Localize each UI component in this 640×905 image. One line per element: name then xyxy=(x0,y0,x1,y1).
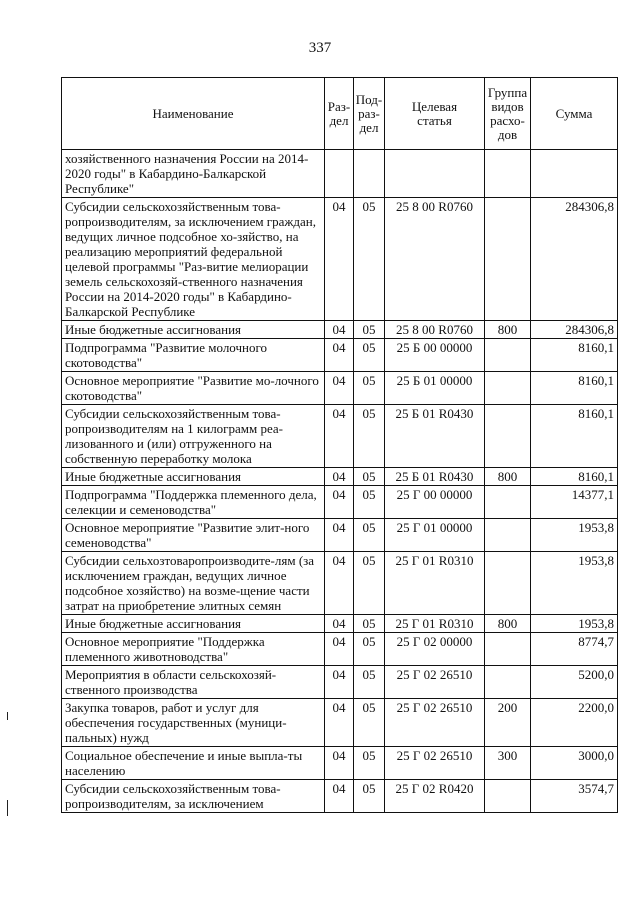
table-row xyxy=(62,666,618,699)
cell-group: 800 xyxy=(485,468,531,486)
cell-podrazdel: 05 xyxy=(354,780,385,813)
table-row xyxy=(62,321,618,339)
cell-podrazdel: 05 xyxy=(354,666,385,699)
table-row xyxy=(62,615,618,633)
cell-article: 25 Г 02 26510 xyxy=(385,747,485,780)
cell-article: 25 8 00 R0760 xyxy=(385,198,485,321)
cell-razdel xyxy=(325,150,354,198)
cell-podrazdel: 05 xyxy=(354,519,385,552)
cell-podrazdel: 05 xyxy=(354,198,385,321)
cell-group xyxy=(485,198,531,321)
cell-razdel: 04 xyxy=(325,339,354,372)
cell-sum: 2200,0 xyxy=(531,699,618,747)
cell-podrazdel: 05 xyxy=(354,552,385,615)
cell-podrazdel: 05 xyxy=(354,468,385,486)
cell-razdel: 04 xyxy=(325,198,354,321)
table-row xyxy=(62,468,618,486)
cell-group xyxy=(485,150,531,198)
cell-razdel: 04 xyxy=(325,552,354,615)
cell-razdel: 04 xyxy=(325,519,354,552)
cell-name: Субсидии сельхозтоваропроизводите-лям (за исключением граждан, ведущих личное подсобное хозяйство) на возме-щение части затрат на приобретение элитных семян xyxy=(62,552,325,615)
cell-podrazdel: 05 xyxy=(354,747,385,780)
cell-name: Подпрограмма "Поддержка племенного дела, селекции и семеноводства" xyxy=(62,486,325,519)
cell-name: Субсидии сельскохозяйственным това-ропроизводителям, за исключением xyxy=(62,780,325,813)
cell-podrazdel xyxy=(354,150,385,198)
table-row xyxy=(62,780,618,813)
cell-podrazdel: 05 xyxy=(354,615,385,633)
cell-group xyxy=(485,519,531,552)
cell-article: 25 Б 01 00000 xyxy=(385,372,485,405)
cell-name: Основное мероприятие "Развитие элит-ного семеноводства" xyxy=(62,519,325,552)
cell-name: хозяйственного назначения России на 2014-2020 годы" в Кабардино-Балкарской Республике" xyxy=(62,150,325,198)
table-row xyxy=(62,633,618,666)
table-row xyxy=(62,405,618,468)
cell-name: Мероприятия в области сельскохозяй-ственного производства xyxy=(62,666,325,699)
cell-article: 25 Г 00 00000 xyxy=(385,486,485,519)
table-row xyxy=(62,552,618,615)
header-podrazdel: Под- раз- дел xyxy=(354,78,385,150)
header-razdel: Раз- дел xyxy=(325,78,354,150)
table-row xyxy=(62,372,618,405)
cell-podrazdel: 05 xyxy=(354,405,385,468)
cell-name: Социальное обеспечение и иные выпла-ты населению xyxy=(62,747,325,780)
cell-article: 25 Г 02 26510 xyxy=(385,666,485,699)
cell-razdel: 04 xyxy=(325,405,354,468)
header-article: Целевая статья xyxy=(385,78,485,150)
cell-sum: 8160,1 xyxy=(531,372,618,405)
cell-group: 800 xyxy=(485,615,531,633)
cell-group xyxy=(485,633,531,666)
cell-name: Иные бюджетные ассигнования xyxy=(62,468,325,486)
cell-name: Основное мероприятие "Поддержка племенного животноводства" xyxy=(62,633,325,666)
cell-article xyxy=(385,150,485,198)
cell-sum: 284306,8 xyxy=(531,198,618,321)
cell-razdel: 04 xyxy=(325,747,354,780)
cell-razdel: 04 xyxy=(325,780,354,813)
cell-podrazdel: 05 xyxy=(354,321,385,339)
cell-group xyxy=(485,780,531,813)
cell-group xyxy=(485,486,531,519)
cell-sum: 5200,0 xyxy=(531,666,618,699)
cell-name: Закупка товаров, работ и услуг для обеспечения государственных (муници-пальных) нужд xyxy=(62,699,325,747)
cell-group xyxy=(485,372,531,405)
cell-group: 800 xyxy=(485,321,531,339)
cell-article: 25 8 00 R0760 xyxy=(385,321,485,339)
page-number: 337 xyxy=(308,40,332,56)
cell-podrazdel: 05 xyxy=(354,486,385,519)
cell-name: Иные бюджетные ассигнования xyxy=(62,615,325,633)
cell-razdel: 04 xyxy=(325,633,354,666)
table-row xyxy=(62,519,618,552)
cell-group xyxy=(485,339,531,372)
cell-sum: 1953,8 xyxy=(531,552,618,615)
header-name: Наименование xyxy=(62,78,325,150)
cell-article: 25 Г 02 00000 xyxy=(385,633,485,666)
cell-name: Иные бюджетные ассигнования xyxy=(62,321,325,339)
table-row xyxy=(62,150,618,198)
table-row xyxy=(62,699,618,747)
cell-name: Подпрограмма "Развитие молочного скотоводства" xyxy=(62,339,325,372)
cell-sum: 8160,1 xyxy=(531,405,618,468)
cell-name: Субсидии сельскохозяйственным това-ропроизводителям, за исключением граждан, ведущих личное подсобное хо-зяйство, на реализацию мероприятий федеральной целевой программы "Раз-витие мелиорации земель сельскохозяй-ственного назначения России на 2014-2020 годы" в Кабардино-Балкарской Республике xyxy=(62,198,325,321)
cell-group xyxy=(485,666,531,699)
cell-sum: 8160,1 xyxy=(531,339,618,372)
cell-sum: 3000,0 xyxy=(531,747,618,780)
cell-sum: 8774,7 xyxy=(531,633,618,666)
cell-group: 300 xyxy=(485,747,531,780)
cell-podrazdel: 05 xyxy=(354,339,385,372)
cell-article: 25 Г 02 R0420 xyxy=(385,780,485,813)
header-sum: Сумма xyxy=(531,78,618,150)
cell-group xyxy=(485,405,531,468)
table-row xyxy=(62,198,618,321)
cell-sum: 1953,8 xyxy=(531,519,618,552)
budget-table xyxy=(61,77,618,813)
cell-article: 25 Г 01 00000 xyxy=(385,519,485,552)
cell-article: 25 Г 01 R0310 xyxy=(385,552,485,615)
cell-name: Субсидии сельскохозяйственным това-ропроизводителям на 1 килограмм реа-лизованного и (или) отгруженного на собственную переработку молока xyxy=(62,405,325,468)
cell-article: 25 Г 02 26510 xyxy=(385,699,485,747)
cell-article: 25 Б 01 R0430 xyxy=(385,405,485,468)
cell-name: Основное мероприятие "Развитие мо-лочного скотоводства" xyxy=(62,372,325,405)
table-header-row xyxy=(62,78,618,150)
cell-podrazdel: 05 xyxy=(354,633,385,666)
cell-sum xyxy=(531,150,618,198)
cell-razdel: 04 xyxy=(325,699,354,747)
cell-article: 25 Г 01 R0310 xyxy=(385,615,485,633)
cell-razdel: 04 xyxy=(325,615,354,633)
cell-razdel: 04 xyxy=(325,468,354,486)
cell-sum: 8160,1 xyxy=(531,468,618,486)
cell-sum: 1953,8 xyxy=(531,615,618,633)
cell-sum: 3574,7 xyxy=(531,780,618,813)
cell-article: 25 Б 01 R0430 xyxy=(385,468,485,486)
cell-sum: 284306,8 xyxy=(531,321,618,339)
margin-mark xyxy=(7,712,8,720)
table-row xyxy=(62,747,618,780)
cell-article: 25 Б 00 00000 xyxy=(385,339,485,372)
cell-group: 200 xyxy=(485,699,531,747)
cell-razdel: 04 xyxy=(325,372,354,405)
header-group: Группа видов расхо- дов xyxy=(485,78,531,150)
cell-sum: 14377,1 xyxy=(531,486,618,519)
cell-razdel: 04 xyxy=(325,486,354,519)
cell-podrazdel: 05 xyxy=(354,372,385,405)
cell-group xyxy=(485,552,531,615)
table-row xyxy=(62,486,618,519)
cell-razdel: 04 xyxy=(325,666,354,699)
table-row xyxy=(62,339,618,372)
cell-podrazdel: 05 xyxy=(354,699,385,747)
margin-mark xyxy=(7,800,8,816)
cell-razdel: 04 xyxy=(325,321,354,339)
